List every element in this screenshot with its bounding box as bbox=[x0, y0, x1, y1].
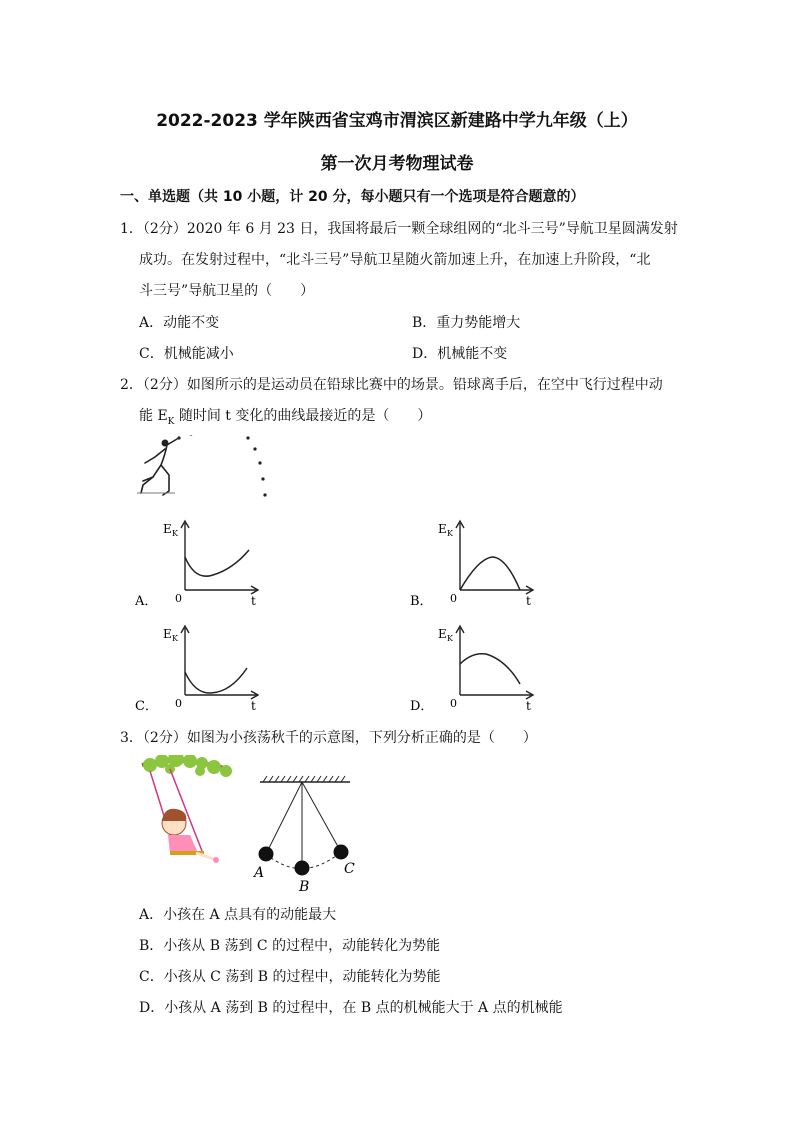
page-subtitle: 第一次月考物理试卷 bbox=[320, 154, 474, 174]
girl-dress bbox=[168, 835, 198, 853]
tree-leaves bbox=[143, 755, 232, 777]
y-axis-label: E bbox=[438, 627, 447, 641]
q2-stem-line-1: 2．（2分）如图所示的是运动员在铅球比赛中的场景。铅球离手后，在空中飞行过程中动 bbox=[120, 377, 663, 393]
girl-shoe bbox=[213, 857, 219, 863]
point-a-label: A bbox=[254, 865, 265, 881]
q1-stem-line-1: 1．（2分）2020 年 6 月 23 日，我国将最后一颗全球组网的“北斗三号”导航卫星圆满发射 bbox=[120, 221, 678, 237]
girl-legs bbox=[196, 853, 214, 859]
y-axis-subscript: K bbox=[172, 634, 178, 643]
shot-put-athlete-figure bbox=[135, 435, 280, 505]
y-axis-subscript: K bbox=[447, 634, 453, 643]
q1-stem-line-2: 成功。在发射过程中，“北斗三号”导航卫星随火箭加速上升，在加速上升阶段，“北 bbox=[139, 252, 651, 268]
string-a bbox=[266, 782, 302, 854]
y-axis-label: E bbox=[438, 522, 447, 536]
pendulum-diagram bbox=[245, 772, 370, 897]
x-axis-label: t bbox=[251, 699, 256, 713]
point-c-label: C bbox=[344, 861, 355, 877]
origin-label: 0 bbox=[450, 697, 457, 710]
girl-on-swing-illustration bbox=[140, 755, 240, 870]
x-axis-label: t bbox=[526, 699, 531, 713]
origin-label: 0 bbox=[175, 592, 182, 605]
q2-text-part: 随时间 t 变化的曲线最接近的是（ ） bbox=[174, 408, 432, 424]
option-d-label: D． bbox=[410, 699, 434, 714]
ek-curve bbox=[460, 654, 520, 684]
graph-option-c[interactable] bbox=[135, 622, 265, 717]
q1-option-d[interactable]: D．机械能不变 bbox=[412, 346, 508, 362]
graph-option-d[interactable] bbox=[410, 622, 540, 717]
section-heading: 一、单选题（共 10 小题，计 20 分，每小题只有一个选项是符合题意的） bbox=[120, 189, 585, 205]
q3-option-c[interactable]: C．小孩从 C 荡到 B 的过程中，动能转化为势能 bbox=[139, 969, 441, 985]
q3-stem: 3．（2分）如图为小孩荡秋千的示意图，下列分析正确的是（ ） bbox=[120, 730, 537, 746]
ek-curve bbox=[185, 550, 249, 576]
string-c bbox=[302, 782, 341, 852]
q3-option-b[interactable]: B．小孩从 B 荡到 C 的过程中，动能转化为势能 bbox=[139, 938, 441, 954]
girl-hair bbox=[162, 809, 186, 821]
ball-c bbox=[334, 845, 349, 860]
graph-option-b[interactable] bbox=[410, 517, 540, 612]
q3-option-d[interactable]: D．小孩从 A 荡到 B 的过程中，在 B 点的机械能大于 A 点的机械能 bbox=[139, 1000, 563, 1016]
point-b-label: B bbox=[299, 879, 310, 895]
ek-curve bbox=[185, 668, 247, 693]
ball-a bbox=[259, 847, 274, 862]
shot-trajectory bbox=[177, 435, 266, 497]
y-axis-subscript: K bbox=[172, 529, 178, 538]
athlete-head bbox=[162, 440, 169, 447]
q2-text-part: 能 E bbox=[139, 408, 168, 424]
y-axis-label: E bbox=[163, 522, 172, 536]
ball-b bbox=[295, 861, 310, 876]
option-c-label: C． bbox=[135, 699, 158, 714]
q1-option-a[interactable]: A．动能不变 bbox=[139, 315, 220, 331]
x-axis-label: t bbox=[526, 594, 531, 608]
q1-option-c[interactable]: C．机械能减小 bbox=[139, 346, 234, 362]
q1-option-b[interactable]: B．重力势能增大 bbox=[412, 315, 521, 331]
x-axis-label: t bbox=[251, 594, 256, 608]
q2-stem-line-2 bbox=[139, 405, 431, 427]
y-axis-label: E bbox=[163, 627, 172, 641]
ek-curve bbox=[460, 557, 520, 590]
q1-stem-line-3: 斗三号”导航卫星的（ ） bbox=[139, 283, 315, 299]
q2-subscript: K bbox=[167, 416, 175, 427]
option-b-label: B． bbox=[410, 594, 433, 609]
q3-option-a[interactable]: A．小孩在 A 点具有的动能最大 bbox=[139, 907, 337, 923]
y-axis-subscript: K bbox=[447, 529, 453, 538]
origin-label: 0 bbox=[175, 697, 182, 710]
graph-option-a[interactable] bbox=[135, 517, 265, 612]
option-a-label: A． bbox=[135, 594, 158, 609]
page-title: 2022-2023 学年陕西省宝鸡市渭滨区新建路中学九年级（上） bbox=[156, 111, 638, 131]
origin-label: 0 bbox=[450, 592, 457, 605]
